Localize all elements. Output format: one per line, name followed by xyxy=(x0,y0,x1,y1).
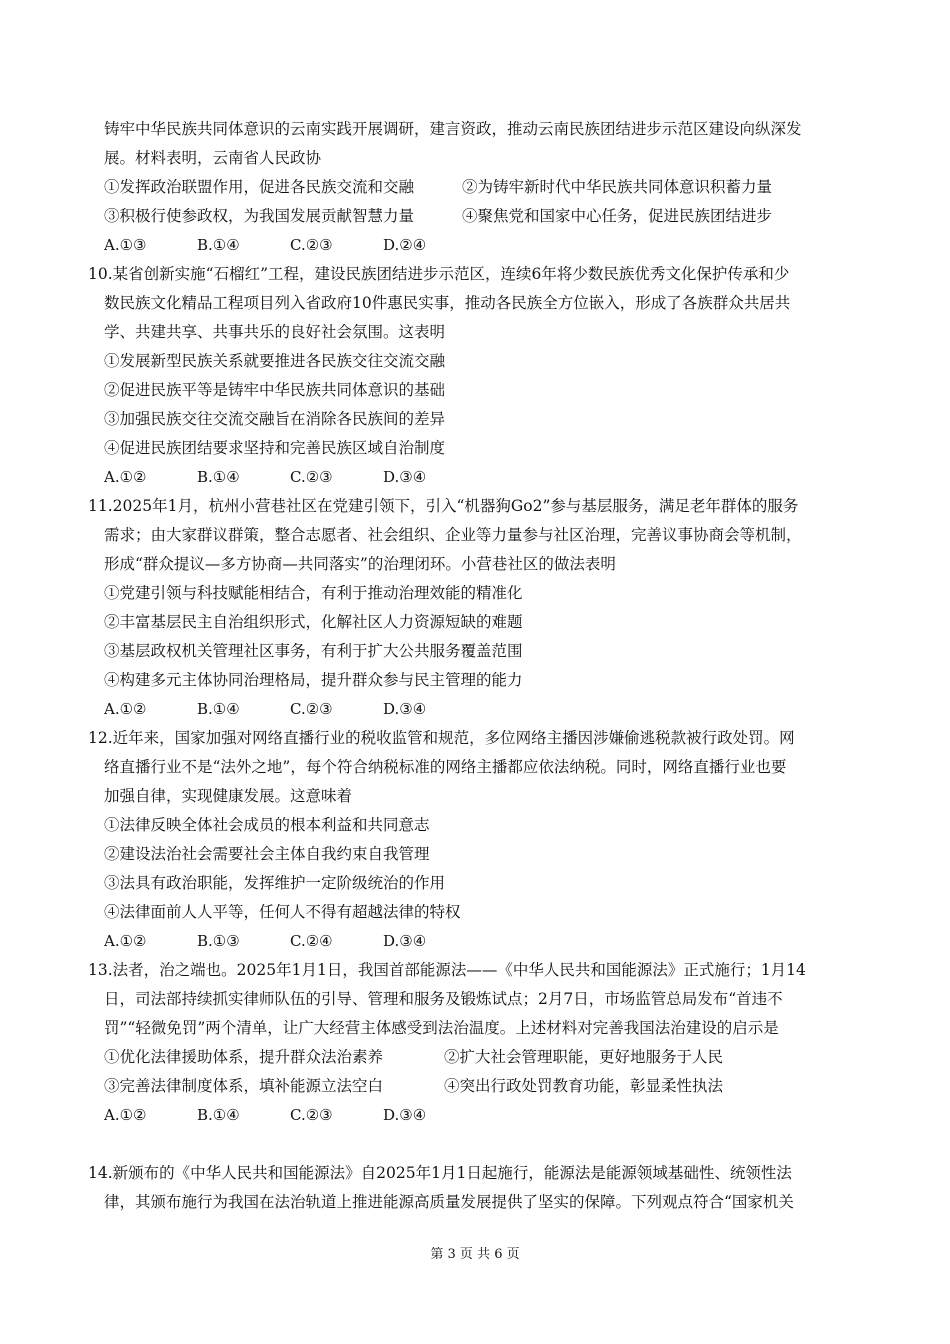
q13-statement-3: ③完善法律制度体系，填补能源立法空白 xyxy=(104,1077,384,1095)
q13-stem-line-2: 日，司法部持续抓实律师队伍的引导、管理和服务及锻炼试点；2月7日，市场监管总局发布“首违不 xyxy=(104,990,783,1008)
q12-stem-line-1: 12.近年来，国家加强对网络直播行业的税收监管和规范，多位网络主播因涉嫌偷逃税款被行政处罚。网 xyxy=(88,729,795,747)
q11-options xyxy=(104,698,476,720)
q11-stem-line-2: 需求；由大家群议群策，整合志愿者、社会组织、企业等力量参与社区治理，完善议事协商会等机制， xyxy=(104,526,802,544)
q10-stem-line-2: 数民族文化精品工程项目列入省政府10件惠民实事，推动各民族全方位嵌入，形成了各族群众共居共 xyxy=(104,294,791,312)
q10-options xyxy=(104,466,476,488)
q9-statement-3: ③积极行使参政权，为我国发展贡献智慧力量 xyxy=(104,207,415,225)
q12-statement-4: ④法律面前人人平等，任何人不得有超越法律的特权 xyxy=(104,903,461,921)
q13-option-d[interactable]: D.③④ xyxy=(383,1106,427,1124)
q13-option-a[interactable]: A.①② xyxy=(104,1106,147,1124)
q10-stem-line-1: 10.某省创新实施“石榴红”工程，建设民族团结进步示范区，连续6年将少数民族优秀文化保护传承和少 xyxy=(88,265,790,283)
q10-option-c[interactable]: C.②③ xyxy=(290,468,333,486)
q10-option-a[interactable]: A.①② xyxy=(104,468,147,486)
q13-option-b[interactable]: B.①④ xyxy=(197,1106,240,1124)
page-footer: 第 3 页 共 6 页 xyxy=(430,1247,520,1262)
q9-option-a[interactable]: A.①③ xyxy=(104,236,147,254)
q11-option-c[interactable]: C.②③ xyxy=(290,700,333,718)
q11-statement-4: ④构建多元主体协同治理格局，提升群众参与民主管理的能力 xyxy=(104,671,523,689)
q10-option-d[interactable]: D.③④ xyxy=(383,468,427,486)
q9-statement-4: ④聚焦党和国家中心任务，促进民族团结进步 xyxy=(462,207,773,225)
q9-statement-1: ①发挥政治联盟作用，促进各民族交流和交融 xyxy=(104,178,415,196)
q9-statement-2: ②为铸牢新时代中华民族共同体意识积蓄力量 xyxy=(462,178,773,196)
q11-option-a[interactable]: A.①② xyxy=(104,700,147,718)
q12-option-a[interactable]: A.①② xyxy=(104,932,147,950)
q9-options xyxy=(104,234,476,256)
q14-stem-line-1: 14.新颁布的《中华人民共和国能源法》自2025年1月1日起施行，能源法是能源领域基础性、统领性法 xyxy=(88,1164,792,1182)
q12-stem-line-3: 加强自律，实现健康发展。这意味着 xyxy=(104,787,353,805)
q12-statement-3: ③法具有政治职能，发挥维护一定阶级统治的作用 xyxy=(104,874,446,892)
q10-stem-line-3: 学、共建共享、共事共乐的良好社会氛围。这表明 xyxy=(104,323,446,341)
q12-options xyxy=(104,930,476,952)
q11-option-d[interactable]: D.③④ xyxy=(383,700,427,718)
q13-option-c[interactable]: C.②③ xyxy=(290,1106,333,1124)
q9-option-c[interactable]: C.②③ xyxy=(290,236,333,254)
q12-statement-1: ①法律反映全体社会成员的根本利益和共同意志 xyxy=(104,816,430,834)
q12-option-c[interactable]: C.②④ xyxy=(290,932,333,950)
q12-option-b[interactable]: B.①③ xyxy=(197,932,240,950)
q13-statement-2: ②扩大社会管理职能，更好地服务于人民 xyxy=(444,1048,724,1066)
q13-statement-1: ①优化法律援助体系，提升群众法治素养 xyxy=(104,1048,384,1066)
q13-statement-4: ④突出行政处罚教育功能，彰显柔性执法 xyxy=(444,1077,724,1095)
q10-statement-3: ③加强民族交往交流交融旨在消除各民族间的差异 xyxy=(104,410,446,428)
q11-stem-line-1: 11.2025年1月，杭州小营巷社区在党建引领下，引入“机器狗Go2”参与基层服务，满足老年群体的服务 xyxy=(88,497,799,515)
q13-options xyxy=(104,1104,476,1126)
q11-statement-3: ③基层政权机关管理社区事务，有利于扩大公共服务覆盖范围 xyxy=(104,642,523,660)
q9-option-b[interactable]: B.①④ xyxy=(197,236,240,254)
q14-stem-line-2: 律，其颁布施行为我国在法治轨道上推进能源高质量发展提供了坚实的保障。下列观点符合“国家机关 xyxy=(104,1193,794,1211)
q9-line-2: 展。材料表明，云南省人民政协 xyxy=(104,149,322,167)
q13-stem-line-1: 13.法者，治之端也。2025年1月1日，我国首部能源法——《中华人民共和国能源法》正式施行；1月14 xyxy=(88,961,806,979)
q13-stem-line-3: 罚”“轻微免罚”两个清单，让广大经营主体感受到法治温度。上述材料对完善我国法治建设的启示是 xyxy=(104,1019,779,1037)
q10-option-b[interactable]: B.①④ xyxy=(197,468,240,486)
q9-line-1: 铸牢中华民族共同体意识的云南实践开展调研，建言资政，推动云南民族团结进步示范区建设向纵深发 xyxy=(104,120,802,138)
q11-statement-2: ②丰富基层民主自治组织形式，化解社区人力资源短缺的难题 xyxy=(104,613,523,631)
q12-option-d[interactable]: D.③④ xyxy=(383,932,427,950)
q12-stem-line-2: 络直播行业不是“法外之地”，每个符合纳税标准的网络主播都应依法纳税。同时，网络直播行业也要 xyxy=(104,758,787,776)
q10-statement-2: ②促进民族平等是铸牢中华民族共同体意识的基础 xyxy=(104,381,446,399)
q9-option-d[interactable]: D.②④ xyxy=(383,236,427,254)
q10-statement-4: ④促进民族团结要求坚持和完善民族区域自治制度 xyxy=(104,439,446,457)
q11-stem-line-3: 形成“群众提议—多方协商—共同落实”的治理闭环。小营巷社区的做法表明 xyxy=(104,555,616,573)
q11-option-b[interactable]: B.①④ xyxy=(197,700,240,718)
q11-statement-1: ①党建引领与科技赋能相结合，有利于推动治理效能的精准化 xyxy=(104,584,523,602)
q12-statement-2: ②建设法治社会需要社会主体自我约束自我管理 xyxy=(104,845,430,863)
q10-statement-1: ①发展新型民族关系就要推进各民族交往交流交融 xyxy=(104,352,446,370)
